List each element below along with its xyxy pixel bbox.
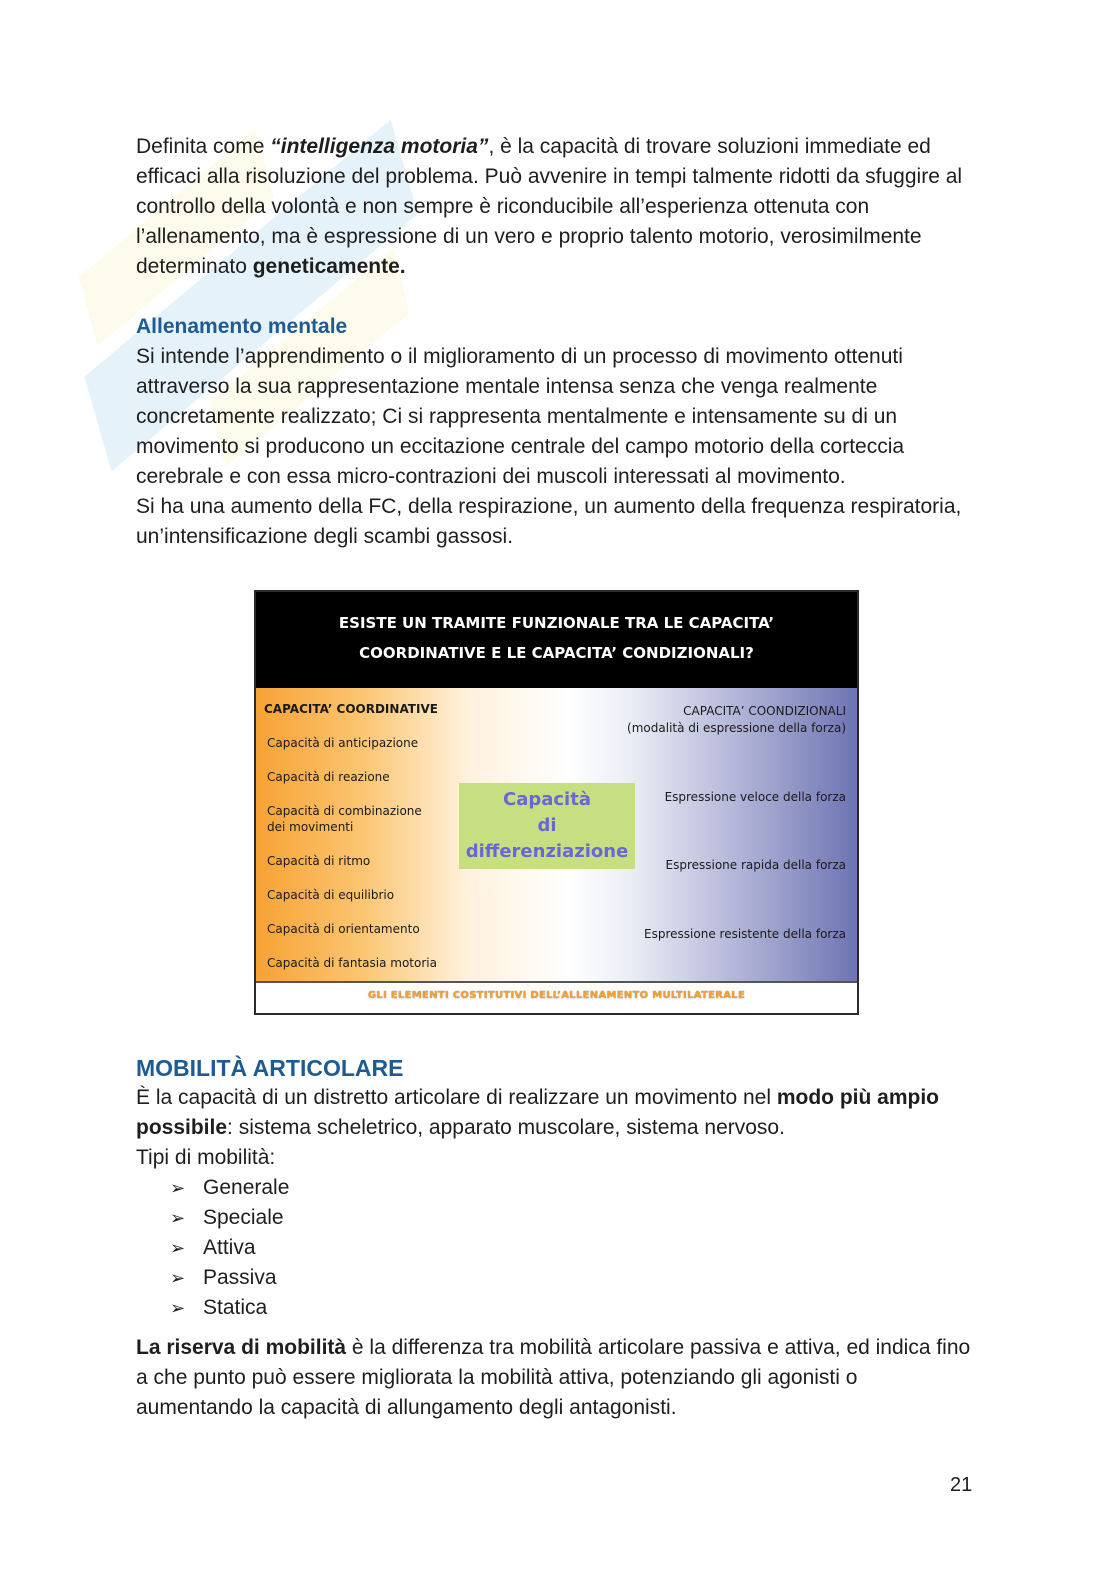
list-item: ➢ Generale <box>170 1173 976 1203</box>
coordinative-item: Capacità di equilibrio <box>267 888 395 902</box>
emphasis-term: “intelligenza motoria” <box>270 135 489 158</box>
mental-training-paragraph: Si intende l’apprendimento o il miglioramento di un processo di movimento ottenuti attraverso la sua rappresentazione mentale intensa senza che venga realmente concretamente realizzato; Ci si rappresenta mentalmente e intensamente su di un movimento si producono un eccitazione centrale del campo motorio della corteccia cerebrale e con essa micro-contrazioni dei muscoli interessati al movimento. <box>136 345 905 488</box>
coordinative-item: Capacità di ritmo <box>267 854 371 868</box>
list-item: ➢ Passiva <box>170 1263 976 1293</box>
bold-term: geneticamente. <box>252 255 406 278</box>
arrowhead-icon: ➢ <box>170 1178 186 1198</box>
coordinative-item: Capacità di orientamento <box>267 922 420 936</box>
conditional-title: CAPACITA’ COONDIZIONALI <box>683 704 846 718</box>
capacities-figure <box>254 590 859 1015</box>
figure-footer: GLI ELEMENTI COSTITUTIVI DELL’ALLENAMENTO MULTILATERALE <box>256 981 857 1013</box>
mobility-types-list <box>136 1173 976 1323</box>
conditional-item: Espressione rapida della forza <box>665 858 846 872</box>
conditional-subtitle: (modalità di espressione della forza) <box>627 721 846 735</box>
arrowhead-icon: ➢ <box>170 1268 186 1288</box>
heading-joint-mobility: MOBILITÀ ARTICOLARE <box>136 1055 404 1081</box>
heading-mental-training: Allenamento mentale <box>136 315 348 338</box>
list-item: ➢ Speciale <box>170 1203 976 1233</box>
intro-paragraph: Definita come “intelligenza motoria”, è la capacità di trovare soluzioni immediate ed efficaci alla risoluzione del problema. Può avvenire in tempi talmente ridotti da sfuggire al controllo della volontà e non sempre è riconducibile all’esperienza ottenuta con l’allenamento, ma è espressione di un vero e proprio talento motorio, verosimilmente determinato geneticamente. <box>136 135 963 278</box>
list-item: ➢ Attiva <box>170 1233 976 1263</box>
coordinative-item: Capacità di combinazione dei movimenti <box>267 804 422 834</box>
page-number: 21 <box>950 1474 973 1496</box>
arrowhead-icon: ➢ <box>170 1298 186 1318</box>
coordinative-item: Capacità di reazione <box>267 770 390 784</box>
coordinative-title: CAPACITA’ COORDINATIVE <box>264 702 438 716</box>
page-content <box>136 132 976 1423</box>
arrowhead-icon: ➢ <box>170 1208 186 1228</box>
conditional-item: Espressione resistente della forza <box>644 927 846 941</box>
figure-title: ESISTE UN TRAMITE FUNZIONALE TRA LE CAPACITA’ COORDINATIVE E LE CAPACITA’ CONDIZIONALI? <box>256 592 857 688</box>
arrowhead-icon: ➢ <box>170 1238 186 1258</box>
list-item: ➢ Statica <box>170 1293 976 1323</box>
conditional-item: Espressione veloce della forza <box>664 790 846 804</box>
mobility-reserve-paragraph: La riserva di mobilità è la differenza tra mobilità articolare passiva e attiva, ed indica fino a che punto può essere migliorata la mobilità attiva, potenziando gli agonisti o aumentando la capacità di allungamento degli antagonisti. <box>136 1336 971 1419</box>
mental-training-paragraph-2: Si ha una aumento della FC, della respirazione, un aumento della frequenza respiratoria, un’intensificazione degli scambi gassosi. <box>136 495 962 548</box>
differentiation-box: Capacità di differenziazione <box>459 783 635 869</box>
mobility-intro: È la capacità di un distretto articolare di realizzare un movimento nel modo più ampio possibile: sistema scheletrico, apparato muscolare, sistema nervoso. <box>136 1086 939 1139</box>
coordinative-item: Capacità di anticipazione <box>267 736 419 750</box>
coordinative-item: Capacità di fantasia motoria <box>267 956 437 970</box>
mobility-types-label: Tipi di mobilità: <box>136 1146 276 1169</box>
